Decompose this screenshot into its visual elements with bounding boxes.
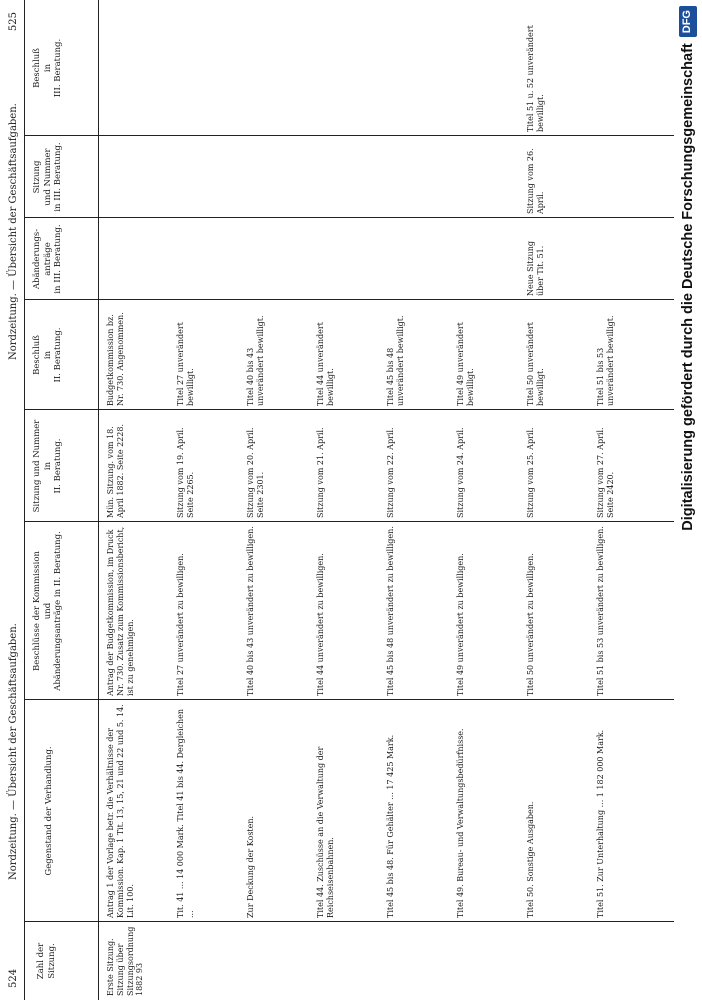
cell-sitting3 <box>246 140 310 214</box>
cell-committee: Titel 49 unverändert zu bewilligen. <box>456 553 465 696</box>
page-header-left: Nordzeitung. — Übersicht der Geschäftsaufgaben. <box>8 623 19 880</box>
cell-session <box>316 926 380 996</box>
cell-decision2: Titel 27 unverändert bewilligt. <box>176 322 195 406</box>
column-divider <box>24 409 674 410</box>
cell-amend3 <box>176 222 240 296</box>
cell-decision3 <box>456 6 520 132</box>
cell-sitting3 <box>176 140 240 214</box>
cell-session <box>246 926 310 996</box>
cell-sitting2: Mün. Sitzung. vom 18. April 1882. Seite 2228. <box>106 424 125 518</box>
cell-sitting3 <box>316 140 380 214</box>
cell-subject: Titel 45 bis 48. Für Gehälter ... 17 425 Mark. <box>386 734 395 918</box>
cell-committee: Titel 51 bis 53 unverändert zu bewilligen. <box>596 526 605 696</box>
cell-committee: Titel 45 bis 48 unverändert zu bewilligen. <box>386 526 395 696</box>
cell-session <box>596 926 660 996</box>
cell-amend3 <box>316 222 380 296</box>
cell-session <box>386 926 450 996</box>
cell-committee: Titel 50 unverändert zu bewilligen. <box>526 553 535 696</box>
column-divider <box>24 699 674 700</box>
cell-decision3 <box>176 6 240 132</box>
column-header-session: Zahl der Sitzung. <box>36 942 57 980</box>
cell-subject: Titel 44. Zuschüsse an die Verwaltung der Reichseisenbahnen. <box>316 746 335 918</box>
cell-decision3 <box>106 6 170 132</box>
column-divider <box>24 135 674 136</box>
cell-decision2: Titel 44 unverändert bewilligt. <box>316 322 335 406</box>
cell-amend3 <box>246 222 310 296</box>
cell-sitting3: Sitzung vom 26. April. <box>526 148 545 214</box>
cell-committee: Antrag der Budgetkommission, im Druck Nr. 730. Zusatz zum Kommissionsbericht, ist zu genehmigen. <box>106 526 135 696</box>
cell-committee: Titel 44 unverändert zu bewilligen. <box>316 553 325 696</box>
cell-decision2: Titel 49 unverändert bewilligt. <box>456 322 475 406</box>
page-number-right: 525 <box>8 12 19 32</box>
cell-subject: Titel 50. Sonstige Ausgaben. <box>526 801 535 918</box>
cell-session <box>456 926 520 996</box>
column-header-amend-3: Abänderungs- anträge in III. Beratung. <box>32 224 64 294</box>
cell-session: Erste Sitzung. Sitzung über Sitzungsordnung 1882 93 <box>106 926 145 996</box>
cell-session <box>526 926 590 996</box>
dfg-logo: DFG <box>679 6 697 37</box>
cell-sitting3 <box>456 140 520 214</box>
column-header-committee: Beschlüsse der Kommission und Abänderungsanträge in II. Beratung. <box>32 531 64 691</box>
cell-sitting2: Sitzung vom 22. April. <box>386 427 395 518</box>
dfg-banner <box>674 0 702 1000</box>
cell-decision3 <box>316 6 380 132</box>
cell-decision3 <box>246 6 310 132</box>
cell-decision2: Titel 50 unverändert bewilligt. <box>526 322 545 406</box>
page-header-right: Nordzeitung. — Übersicht der Geschäftsaufgaben. <box>8 103 19 360</box>
cell-committee: Titel 27 unverändert zu bewilligen. <box>176 553 185 696</box>
cell-sitting2: Sitzung vom 21. April. <box>316 427 325 518</box>
header-rule-bottom <box>98 0 99 1000</box>
cell-subject: Zur Deckung der Kosten. <box>246 815 255 918</box>
column-header-sitting-3: Sitzung und Nummer in III. Beratung. <box>32 142 64 212</box>
cell-decision2: Budgetkommission bz. Nr. 730. Angenommen. <box>106 312 125 406</box>
cell-amend3 <box>106 222 170 296</box>
column-divider <box>24 521 674 522</box>
cell-decision3: Titel 51 u. 52 unverändert bewilligt. <box>526 25 545 132</box>
cell-subject: Antrag 1 der Vorlage betr. die Verhältnisse der Kommission. Kap. 1 Tit. 13, 15, 21 und 22 und 5. 14. Lit. 100. <box>106 704 135 918</box>
cell-subject: Titel 49. Bureau- und Verwaltungsbedürfnisse. <box>456 728 465 918</box>
cell-decision3 <box>386 6 450 132</box>
cell-sitting3 <box>596 140 660 214</box>
cell-decision2: Titel 40 bis 43 unverändert bewilligt. <box>246 315 265 406</box>
cell-amend3 <box>386 222 450 296</box>
cell-decision3 <box>596 6 660 132</box>
column-divider <box>24 921 674 922</box>
cell-sitting2: Sitzung vom 27. April. Seite 2420. <box>596 427 615 518</box>
cell-sitting2: Sitzung vom 25. April. <box>526 427 535 518</box>
cell-decision2: Titel 45 bis 48 unverändert bewilligt. <box>386 315 405 406</box>
column-divider <box>24 217 674 218</box>
column-header-decision-3: Beschluß in III. Beratung. <box>32 38 64 98</box>
column-header-subject: Gegenstand der Verhandlung. <box>44 746 54 876</box>
column-divider <box>24 299 674 300</box>
cell-sitting2: Sitzung vom 19. April. Seite 2265. <box>176 427 195 518</box>
cell-committee: Titel 40 bis 43 unverändert zu bewilligen. <box>246 526 255 696</box>
cell-amend3: Neue Sitzung über Tit. 51. <box>526 240 545 296</box>
header-rule-top <box>24 0 25 1000</box>
cell-subject: Tit. 41 ... 14 000 Mark. Titel 41 bis 44. Dergleichen ... <box>176 708 195 918</box>
column-header-decision-2: Beschluß in II. Beratung. <box>32 327 64 383</box>
cell-session <box>176 926 240 996</box>
page-number-left: 524 <box>8 968 19 988</box>
column-header-sitting-2: Sitzung und Nummer in II. Beratung. <box>32 419 64 513</box>
cell-amend3 <box>456 222 520 296</box>
cell-subject: Titel 51. Zur Unterhaltung ... 1 182 000 Mark. <box>596 729 605 918</box>
cell-sitting2: Sitzung vom 20. April. Seite 2301. <box>246 427 265 518</box>
cell-amend3 <box>596 222 660 296</box>
cell-sitting2: Sitzung vom 24. April. <box>456 427 465 518</box>
cell-sitting3 <box>106 140 170 214</box>
dfg-banner-text: Digitalisierung gefördert durch die Deutsche Forschungsgemeinschaft <box>679 43 696 531</box>
cell-decision2: Titel 51 bis 53 unverändert bewilligt. <box>596 315 615 406</box>
cell-sitting3 <box>386 140 450 214</box>
